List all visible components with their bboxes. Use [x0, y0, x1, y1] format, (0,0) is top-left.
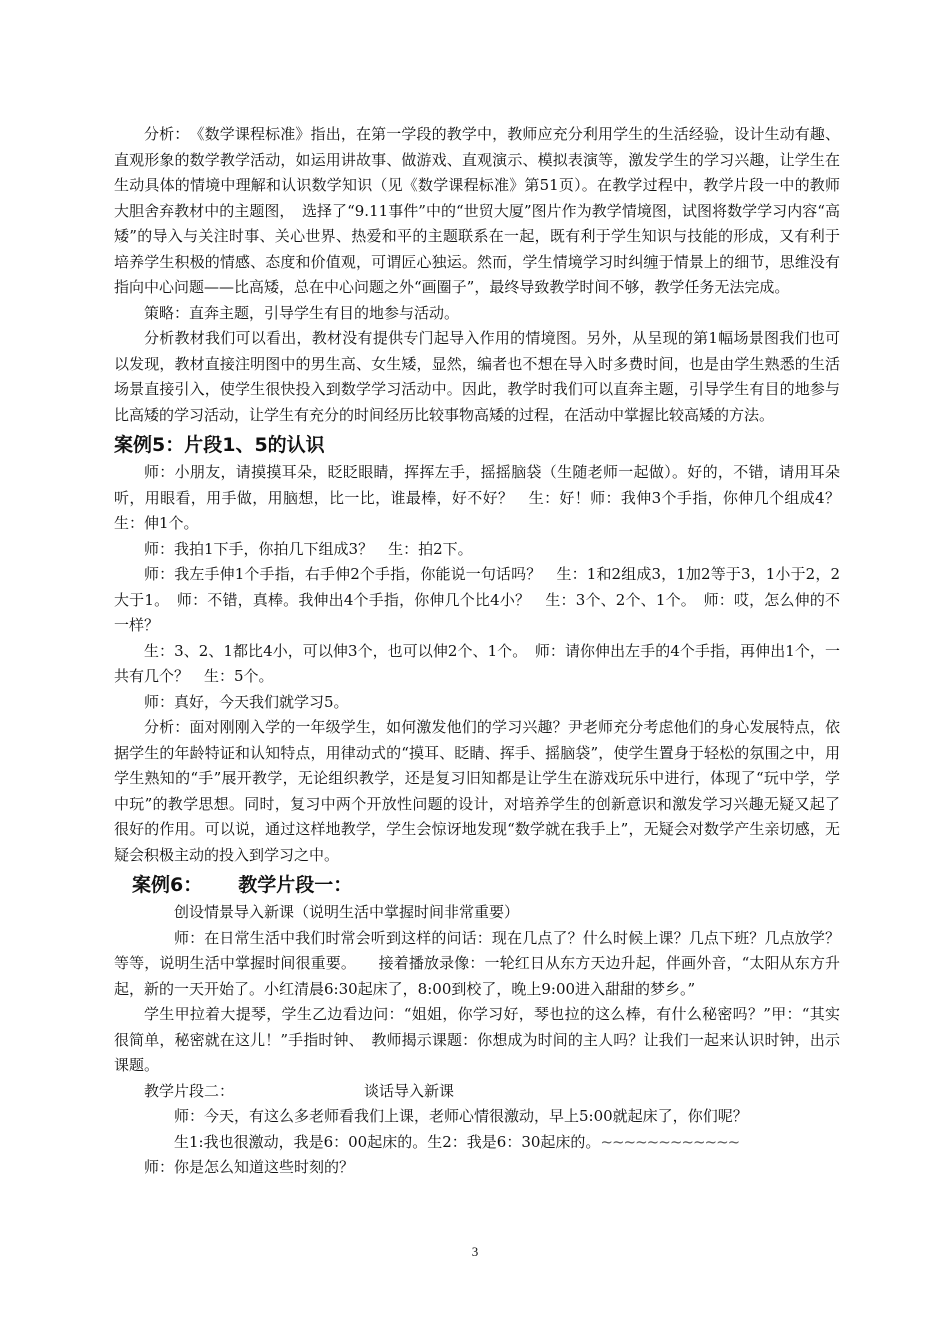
- analysis-paragraph-1: 分析： 《数学课程标准》指出，在第一学段的教学中，教师应充分利用学生的生活经验，设计生动有趣、直观形象的数学教学活动，如运用讲故事、做游戏、直观演示、模拟表演等，激发学生的学习兴趣，让学生在生动具体的情境中理解和认识数学知识（见《数学课程标准》第51页）。在教学过程中，教学片段一中的教师大胆舍弃教材中的主题图， 选择了“9.11事件”中的“世贸大厦”图片作为教学情境图，试图将数学学习内容“高矮”的导入与关注时事、关心世界、热爱和平的主题联系在一起，既有利于学生知识与技能的形成，又有利于培养学生积极的情感、态度和价值观，可谓匠心独运。然而，学生情境学习时纠缠于情景上的细节，思维没有指向中心问题——比高矮，总在中心问题之外“画圈子”，最终导致教学时间不够，教学任务无法完成。: [114, 125, 840, 296]
- case5-dialogue-3: 师：我左手伸1个手指，右手伸2个手指，你能说一句话吗？ 生：1和2组成3，1加2等于3，1小于2，2大于1。 师：不错，真棒。我伸出4个手指，你伸几个比4小？ 生：3个、2个、1个。 师：哎，怎么伸的不一样？: [114, 565, 840, 634]
- strategy-paragraph: 策略：直奔主题，引导学生有目的地参与活动。: [144, 303, 460, 322]
- case6-dialogue-1: 师：在日常生活中我们时常会听到这样的问话：现在几点了？什么时候上课？几点下班？几点放学？等等，说明生活中掌握时间很重要。 接着播放录像：一轮红日从东方天边升起，伴画外音，“太阳从东方升起，新的一天开始了。小红清晨6:30起床了，8:00到校了，晚上9:00进入甜甜的梦乡。”: [114, 928, 840, 998]
- case6-dialogue-5: 师：你是怎么知道这些时刻的？: [144, 1158, 355, 1176]
- case5-heading: 案例5：片段1、5的认识: [114, 434, 325, 456]
- case5-analysis: 分析：面对刚刚入学的一年级学生，如何激发他们的学习兴趣？尹老师充分考虑他们的身心发展特点，依据学生的年龄特证和认知特点，用律动式的“摸耳、眨睛、挥手、摇脑袋”，使学生置身于轻松的氛围之中，用学生熟知的“手”展开教学，无论组织教学，还是复习旧知都是让学生在游戏玩乐中进行，体现了“玩中学，学中玩”的教学思想。同时，复习中两个开放性问题的设计，对培养学生的创新意识和激发学习兴趣无疑又起了很好的作用。可以说，通过这样地教学，学生会惊讶地发现“数学就在我手上”，无疑会对数学产生亲切感，无疑会积极主动的投入到学习之中。: [114, 718, 840, 864]
- segment2-label: 教学片段二：: [144, 1081, 235, 1100]
- segment2-title: 谈话导入新课: [364, 1081, 455, 1100]
- case6-subtitle: 创设情景导入新课（说明生活中掌握时间非常重要）: [174, 903, 520, 921]
- page-number: 3: [471, 1244, 479, 1259]
- case6-heading-label: 案例6：: [132, 874, 203, 896]
- case6-dialogue-2: 学生甲拉着大提琴，学生乙边看边问：“姐姐，你学习好，琴也拉的这么棒，有什么秘密吗？”甲：“其实很简单，秘密就在这儿！”手指时钟、 教师揭示课题：你想成为时间的主人吗？让我们一起来认识时钟，出示课题。: [114, 1005, 840, 1074]
- case5-dialogue-2: 师：我拍1下手，你拍几下组成3？ 生：拍2下。: [144, 539, 473, 558]
- case5-dialogue-4: 生：3、2、1都比4小，可以伸3个，也可以伸2个、1个。 师：请你伸出左手的4个手指，再伸出1个，一共有几个？ 生：5个。: [114, 641, 840, 685]
- textbook-analysis-paragraph: 分析教材我们可以看出，教材没有提供专门起导入作用的情境图。另外，从呈现的第1幅场景图我们也可以发现，教材直接注明图中的男生高、女生矮，显然，编者也不想在导入时多费时间，也是由学生熟悉的生活场景直接引入，使学生很快投入到数学学习活动中。因此，教学时我们可以直奔主题，引导学生有目的地参与比高矮的学习活动，让学生有充分的时间经历比较事物高矮的过程，在活动中掌握比较高矮的方法。: [114, 329, 840, 424]
- segment2-heading: [114, 1079, 840, 1105]
- wavy-underline-mark: ~~~~~~~~~~~~: [600, 1132, 740, 1151]
- case5-dialogue-5: 师：真好，今天我们就学习5。: [144, 692, 349, 711]
- case6-heading: [132, 872, 840, 898]
- case5-dialogue-1: 师：小朋友，请摸摸耳朵，眨眨眼睛，挥挥左手，摇摇脑袋（生随老师一起做）。好的，不错，请用耳朵听，用眼看，用手做，用脑想，比一比，谁最棒，好不好？ 生：好！师：我伸3个手指，你伸几个组成4？生：伸1个。: [114, 463, 840, 532]
- case6-dialogue-4-text: 生1:我也很激动，我是6：00起床的。生2：我是6：30起床的。: [174, 1132, 601, 1151]
- case6-dialogue-4: [114, 1130, 840, 1156]
- document-body: [114, 122, 840, 1181]
- case6-dialogue-3: 师：今天，有这么多老师看我们上课，老师心情很激动，早上5:00就起床了，你们呢？: [174, 1107, 748, 1125]
- case6-segment1-label: 教学片段一：: [238, 874, 353, 896]
